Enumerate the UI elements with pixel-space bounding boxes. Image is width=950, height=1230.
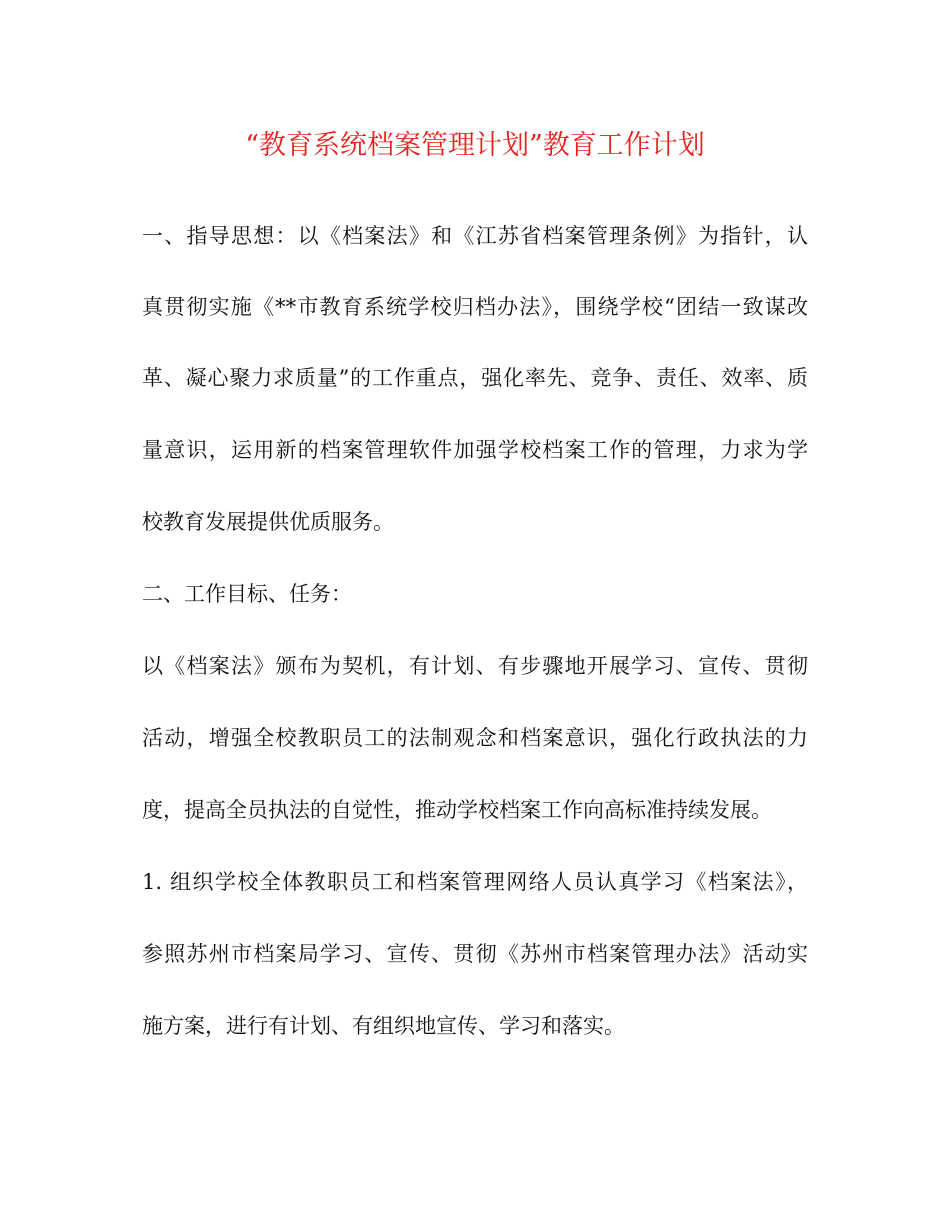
list-item-line: 1. 组织学校全体教职员工和档案管理网络人员认真学习《档案法》， (142, 870, 808, 894)
paragraph-line: 真贯彻实施《**市教育系统学校归档办法》，围绕学校“团结一致谋改 (142, 295, 808, 319)
paragraph-line: 活动，增强全校教职员工的法制观念和档案意识，强化行政执法的力 (142, 726, 808, 750)
paragraph-line: 革、凝心聚力求质量”的工作重点，强化率先、竞争、责任、效率、质 (142, 366, 808, 390)
paragraph-line: 量意识，运用新的档案管理软件加强学校档案工作的管理，力求为学 (142, 438, 808, 462)
list-item-line: 参照苏州市档案局学习、宣传、贯彻《苏州市档案管理办法》活动实 (142, 942, 808, 966)
paragraph-line: 度，提高全员执法的自觉性，推动学校档案工作向高标准持续发展。 (142, 798, 772, 822)
list-item-line: 施方案，进行有计划、有组织地宣传、学习和落实。 (142, 1014, 625, 1038)
paragraph-line: 校教育发展提供优质服务。 (142, 510, 394, 534)
paragraph-line: 一、指导思想：以《档案法》和《江苏省档案管理条例》为指针，认 (142, 224, 808, 248)
section-heading: 二、工作目标、任务： (142, 582, 352, 606)
document-title: “教育系统档案管理计划”教育工作计划 (245, 130, 705, 161)
paragraph-line: 以《档案法》颁布为契机，有计划、有步骤地开展学习、宣传、贯彻 (142, 654, 808, 678)
